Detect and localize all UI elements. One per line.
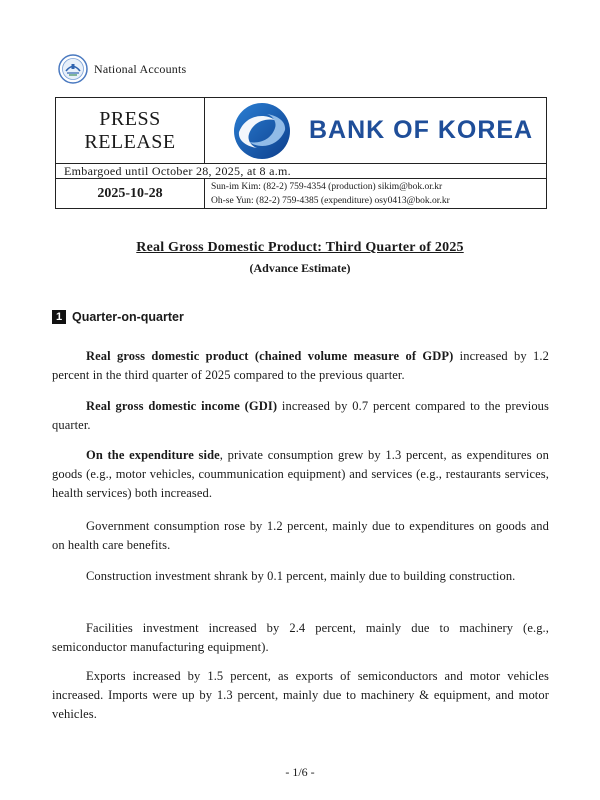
press-line-1: PRESS [99,107,161,130]
release-date: 2025-10-28 [56,179,205,208]
page-subtitle: (Advance Estimate) [249,261,351,275]
bank-logo [205,98,546,164]
paragraph-gdi [52,397,549,435]
paragraph-expenditure-text: , private consumption grew by 1.3 percent, as expenditures on goods (e.g., motor vehicles, coummunication equipment) and services (e.g., restaurants services, health services) both increased. [52,448,549,500]
press-release-label [56,98,205,164]
paragraph-gdi-bold: Real gross domestic income (GDI) [86,399,278,413]
press-release-box [55,97,547,209]
document-header [58,54,186,84]
paragraph-gdp-text: increased by 1.2 percent in the third quarter of 2025 compared to the previous quarter. [52,349,549,382]
section-title: Quarter-on-quarter [72,310,184,324]
bank-seal-icon [58,54,88,84]
press-line-2: RELEASE [84,130,176,153]
paragraph-facilities: Facilities investment increased by 2.4 percent, mainly due to machinery (e.g., semiconductor manufacturing equipment). [52,621,549,654]
section-number: 1 [52,310,66,324]
paragraph-government: Government consumption rose by 1.2 percent, mainly due to expenditures on goods and on health care benefits. [52,519,549,552]
paragraph-construction: Construction investment shrank by 0.1 percent, mainly due to building construction. [86,569,516,583]
page-title: Real Gross Domestic Product: Third Quarter of 2025 [136,240,464,255]
paragraph-expenditure [52,446,549,503]
paragraph-gdp-bold: Real gross domestic product (chained volume measure of GDP) [86,349,454,363]
bank-brand-name: BANK OF KOREA [309,116,534,144]
paragraph-expenditure-bold: On the expenditure side [86,448,220,462]
contact-info [205,179,546,208]
bank-logo-icon [233,102,291,160]
paragraph-exports: Exports increased by 1.5 percent, as exports of semiconductors and motor vehicles increased. Imports were up by 1.3 percent, mainly due to machinery & equipment, and motor vehicles. [52,669,549,721]
paragraph-gdp [52,347,549,385]
section-heading [52,310,184,324]
section-label: National Accounts [94,61,187,76]
contact-line-1: Sun-im Kim: (82-2) 759-4354 (production) sikim@bok.or.kr [211,181,443,192]
title-block [0,240,600,276]
embargo-notice: Embargoed until October 28, 2025, at 8 a.m. [56,164,546,179]
page-number: - 1/6 - [285,765,315,779]
contact-line-2: Oh-se Yun: (82-2) 759-4385 (expenditure) osy0413@bok.or.kr [211,195,450,206]
paragraph-gdi-text: increased by 0.7 percent compared to the previous quarter. [52,399,550,432]
